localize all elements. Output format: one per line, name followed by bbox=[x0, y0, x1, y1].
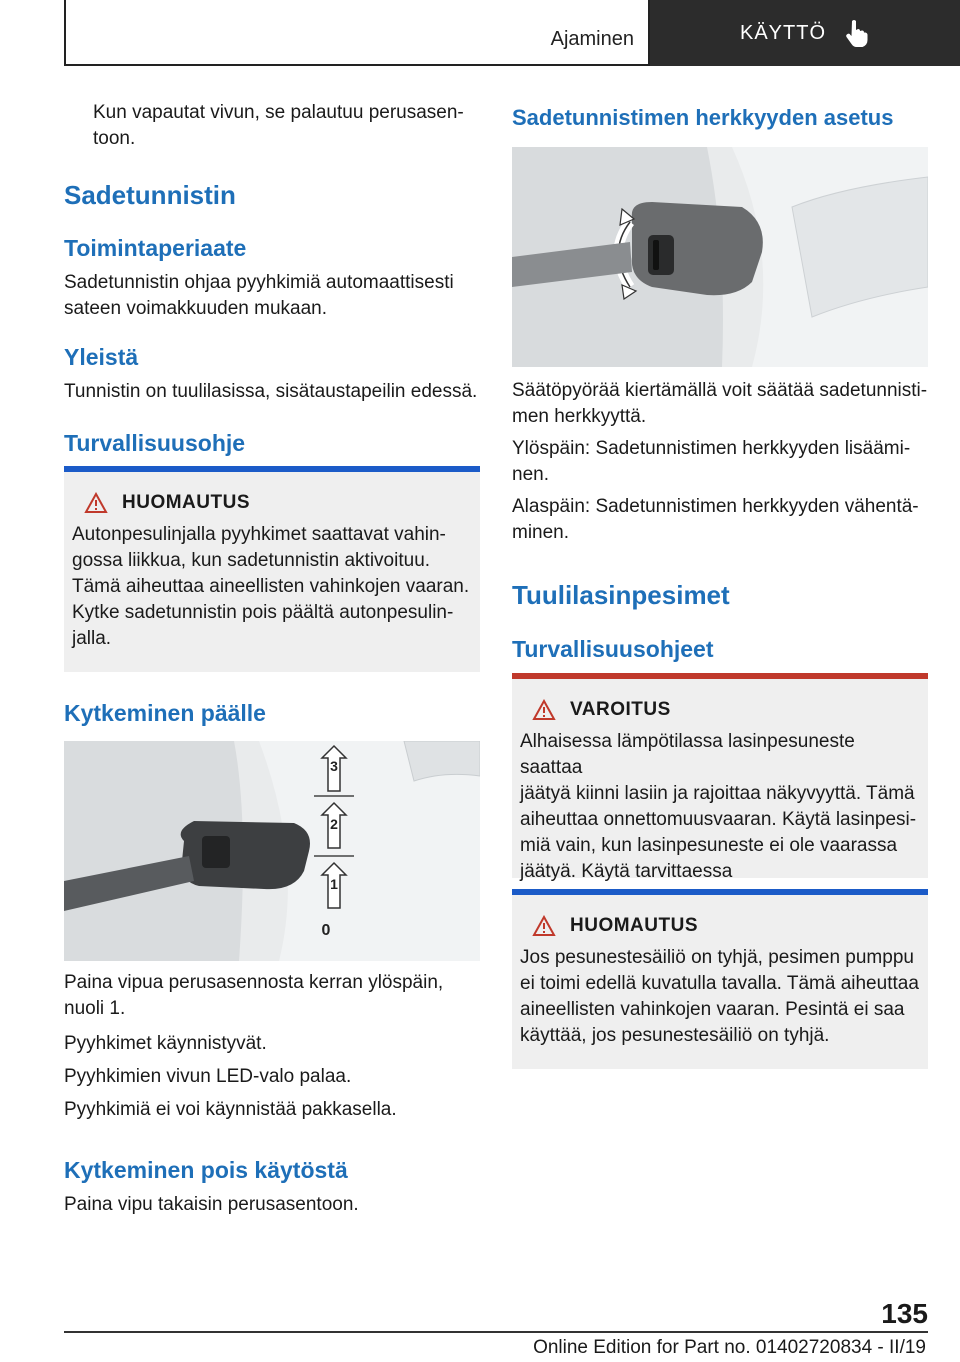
header-section-box bbox=[64, 0, 650, 66]
sensitivity-paragraph-2: Ylöspäin: Sadetunnistimen herkkyyden lisäämi- nen. bbox=[512, 438, 911, 485]
warning-body: Alhaisessa lämpötilassa lasinpesuneste saattaa jäätyä kiinni lasiin ja rajoittaa näkyvyyttä. Tämä aiheuttaa onnettomuusvaaran. Käytä lasinpesi- miä vain, kun lasinpesuneste ei ole vaarassa jäätyä. Käytä tarvittaessa bbox=[520, 731, 917, 882]
note-box-huomautus-2 bbox=[512, 889, 928, 1069]
page-number: 135 bbox=[881, 1298, 928, 1329]
warning-triangle-icon bbox=[532, 699, 556, 721]
warning-triangle-icon bbox=[84, 492, 108, 514]
note-title: HUOMAUTUS bbox=[122, 492, 250, 513]
figure-label-2: 2 bbox=[330, 816, 338, 832]
sensitivity-paragraph-1: Säätöpyörää kiertämällä voit säätää sadetunnisti- men herkkyyttä. bbox=[512, 380, 928, 427]
header-chapter-tab[interactable] bbox=[650, 0, 960, 66]
header-chapter-label: KÄYTTÖ bbox=[739, 21, 826, 44]
footer-edition: Online Edition for Part no. 01402720834 - II/19 bbox=[533, 1337, 926, 1358]
warning-box-varoitus bbox=[512, 673, 928, 882]
heading-general: Yleistä bbox=[64, 344, 139, 370]
note-header bbox=[520, 915, 920, 937]
figure-label-0: 0 bbox=[321, 922, 331, 939]
figure-sensitivity-wheel bbox=[512, 147, 928, 367]
switch-on-paragraph-3: Pyyhkimien vivun LED-valo palaa. bbox=[64, 1066, 352, 1087]
switch-on-paragraph-2: Pyyhkimet käynnistyvät. bbox=[64, 1033, 267, 1054]
hand-pointer-icon bbox=[844, 19, 870, 47]
switch-on-paragraph-1: Paina vipua perusasennosta kerran ylöspäin, nuoli 1. bbox=[64, 972, 444, 1019]
heading-washer-safety: Turvallisuusohjeet bbox=[512, 636, 714, 662]
figure-label-3: 3 bbox=[330, 758, 338, 774]
heading-safety: Turvallisuusohje bbox=[64, 430, 246, 456]
note-body: Autonpesulinjalla pyyhkimet saattavat vahin- gossa liikkua, kun sadetunnistin aktivoituu. Tämä aiheuttaa aineellisten vahinkojen vaaran. Kytke sadetunnistin pois päältä autonpesulin- jalla. bbox=[72, 524, 470, 649]
sensitivity-paragraph-3: Alaspäin: Sadetunnistimen herkkyyden vähentä- minen. bbox=[512, 496, 919, 543]
warning-title: VAROITUS bbox=[570, 699, 671, 720]
principle-paragraph: Sadetunnistin ohjaa pyyhkimiä automaattisesti sateen voimakkuuden mukaan. bbox=[64, 272, 454, 319]
note-box-huomautus-1 bbox=[64, 466, 480, 672]
general-paragraph: Tunnistin on tuulilasissa, sisätaustapeilin edessä. bbox=[64, 381, 478, 402]
warning-triangle-icon bbox=[532, 915, 556, 937]
heading-switch-off: Kytkeminen pois käytöstä bbox=[64, 1157, 348, 1183]
intro-paragraph: Kun vapautat vivun, se palautuu perusasen- toon. bbox=[93, 102, 464, 149]
switch-off-paragraph: Paina vipu takaisin perusasentoon. bbox=[64, 1194, 359, 1215]
switch-on-paragraph-4: Pyyhkimiä ei voi käynnistää pakkasella. bbox=[64, 1099, 397, 1120]
note-body: Jos pesunestesäiliö on tyhjä, pesimen pumppu ei toimi edellä kuvatulla tavalla. Tämä aiheuttaa aineellisten vahinkojen vaaran. Pesintä ei saa käyttää, jos pesunestesäiliö on tyhjä. bbox=[520, 947, 919, 1046]
note-header bbox=[72, 492, 472, 514]
heading-sensitivity: Sadetunnistimen herkkyyden asetus bbox=[512, 105, 894, 130]
heading-washers: Tuulilasinpesimet bbox=[512, 580, 730, 610]
heading-rain-sensor: Sadetunnistin bbox=[64, 180, 236, 210]
figure-label-1: 1 bbox=[330, 876, 338, 892]
footer-divider bbox=[64, 1331, 928, 1333]
figure-wiper-lever bbox=[64, 741, 480, 961]
header-section-title: Ajaminen bbox=[550, 28, 634, 50]
warning-header bbox=[520, 699, 920, 721]
heading-principle: Toimintaperiaate bbox=[64, 235, 247, 261]
heading-switch-on: Kytkeminen päälle bbox=[64, 700, 266, 726]
note-title: HUOMAUTUS bbox=[570, 915, 698, 936]
